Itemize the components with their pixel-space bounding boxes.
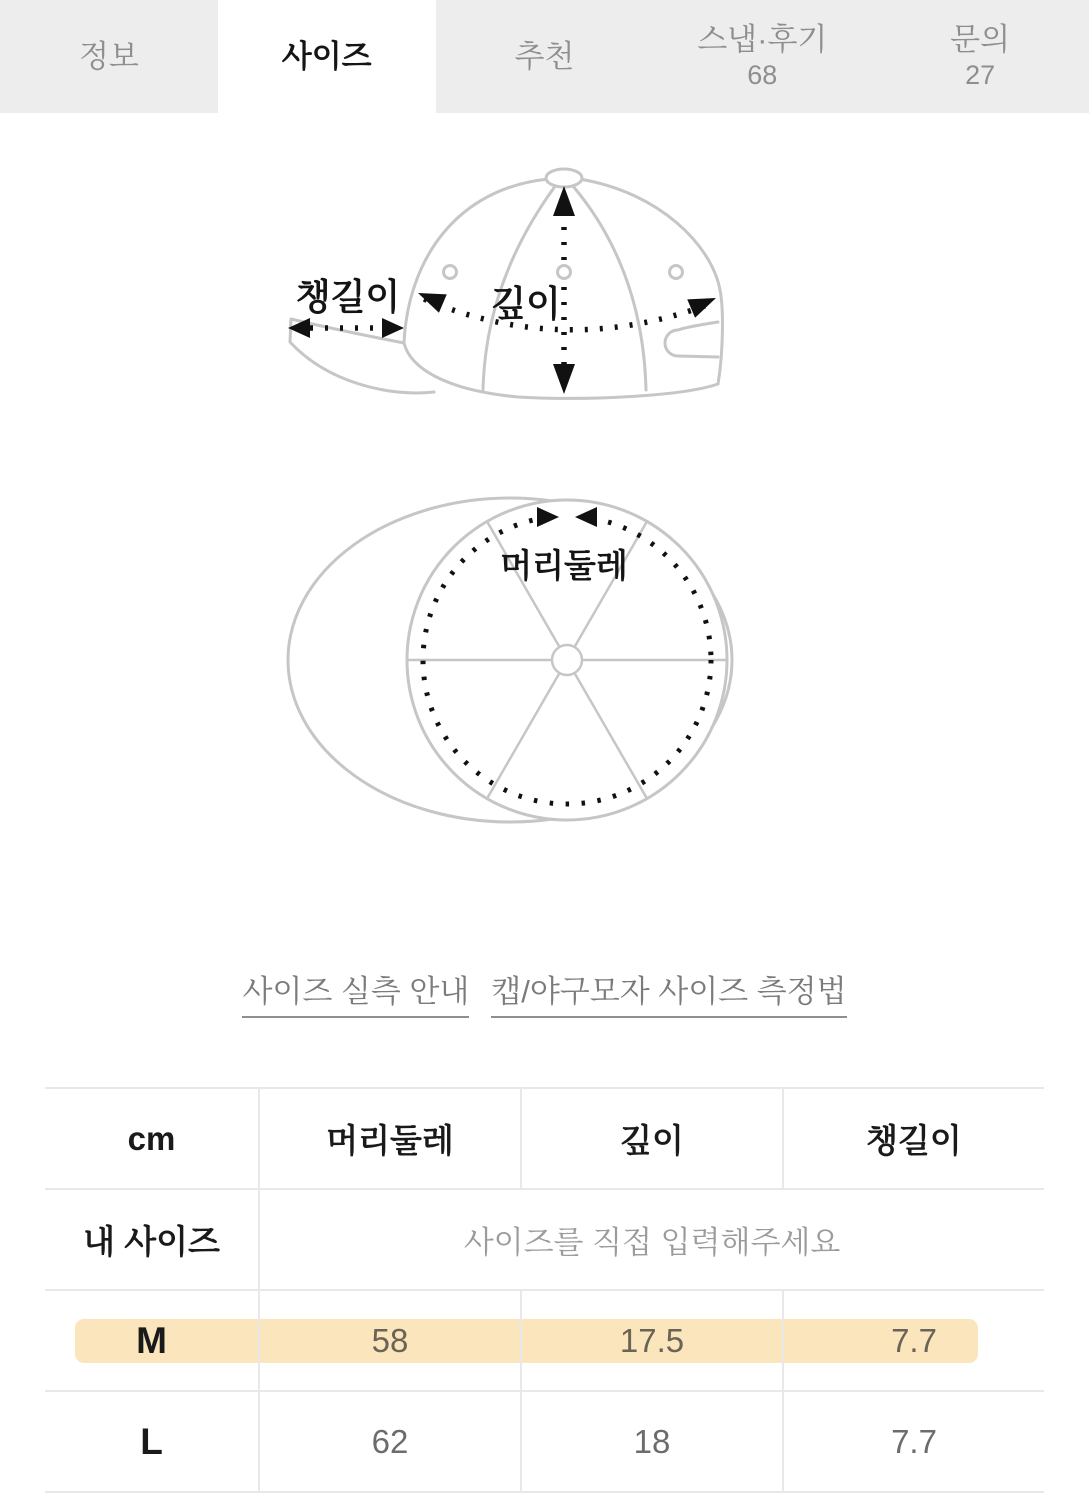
size-measure-guide-link[interactable]: 사이즈 실측 안내 bbox=[242, 966, 469, 1018]
size-row-l bbox=[45, 1390, 1044, 1493]
cap-top-view-diagram bbox=[278, 488, 748, 838]
size-l-depth: 18 bbox=[520, 1392, 782, 1491]
cap-measure-method-link[interactable]: 캡/야구모자 사이즈 측정법 bbox=[491, 966, 846, 1018]
unit-header-cell: cm bbox=[127, 1119, 176, 1157]
brim-length-arrow-icon bbox=[288, 318, 404, 338]
cap-side-view-diagram bbox=[268, 152, 768, 435]
size-l-brim: 7.7 bbox=[782, 1392, 1044, 1491]
depth-label: 깊이 bbox=[491, 283, 561, 324]
tab-reviews[interactable] bbox=[653, 0, 871, 113]
my-size-row bbox=[45, 1188, 1044, 1289]
size-table-header-row bbox=[45, 1087, 1044, 1188]
size-m-circumference: 58 bbox=[258, 1291, 520, 1390]
size-table bbox=[45, 1087, 1044, 1493]
tab-reviews-label: 스냅·후기 bbox=[697, 21, 828, 57]
my-size-input-cell[interactable]: 사이즈를 직접 입력해주세요 bbox=[258, 1190, 1044, 1289]
size-m-depth: 17.5 bbox=[520, 1291, 782, 1390]
circumference-header-cell: 머리둘레 bbox=[258, 1089, 520, 1188]
depth-arc-arrow-icon bbox=[414, 284, 720, 330]
tab-bar bbox=[0, 0, 1089, 113]
size-l-circumference: 62 bbox=[258, 1392, 520, 1491]
size-row-m bbox=[45, 1289, 1044, 1390]
measure-links bbox=[0, 966, 1089, 1018]
size-m-cell: M bbox=[136, 1319, 167, 1361]
tab-inquiry-label: 문의 bbox=[950, 21, 1011, 57]
my-size-label-cell: 내 사이즈 bbox=[83, 1223, 220, 1260]
brim-header-cell: 챙길이 bbox=[782, 1089, 1044, 1188]
tab-size[interactable] bbox=[218, 0, 436, 113]
head-circumference-label: 머리둘레 bbox=[500, 547, 628, 584]
crown-button-icon bbox=[552, 645, 582, 675]
size-m-brim: 7.7 bbox=[782, 1291, 1044, 1390]
center-eyelet-icon bbox=[558, 266, 571, 279]
brim-length-label: 챙길이 bbox=[295, 276, 401, 317]
size-l-cell: L bbox=[140, 1420, 163, 1462]
tab-recommend-label: 추천 bbox=[514, 38, 575, 74]
tab-inquiry-count: 27 bbox=[965, 60, 996, 91]
tab-size-label: 사이즈 bbox=[281, 38, 372, 74]
tab-info[interactable] bbox=[0, 0, 218, 113]
tab-info-label: 정보 bbox=[78, 38, 139, 74]
depth-header-cell: 깊이 bbox=[520, 1089, 782, 1188]
tab-recommend[interactable] bbox=[436, 0, 654, 113]
tab-reviews-count: 68 bbox=[747, 60, 778, 91]
tab-inquiry[interactable] bbox=[871, 0, 1089, 113]
